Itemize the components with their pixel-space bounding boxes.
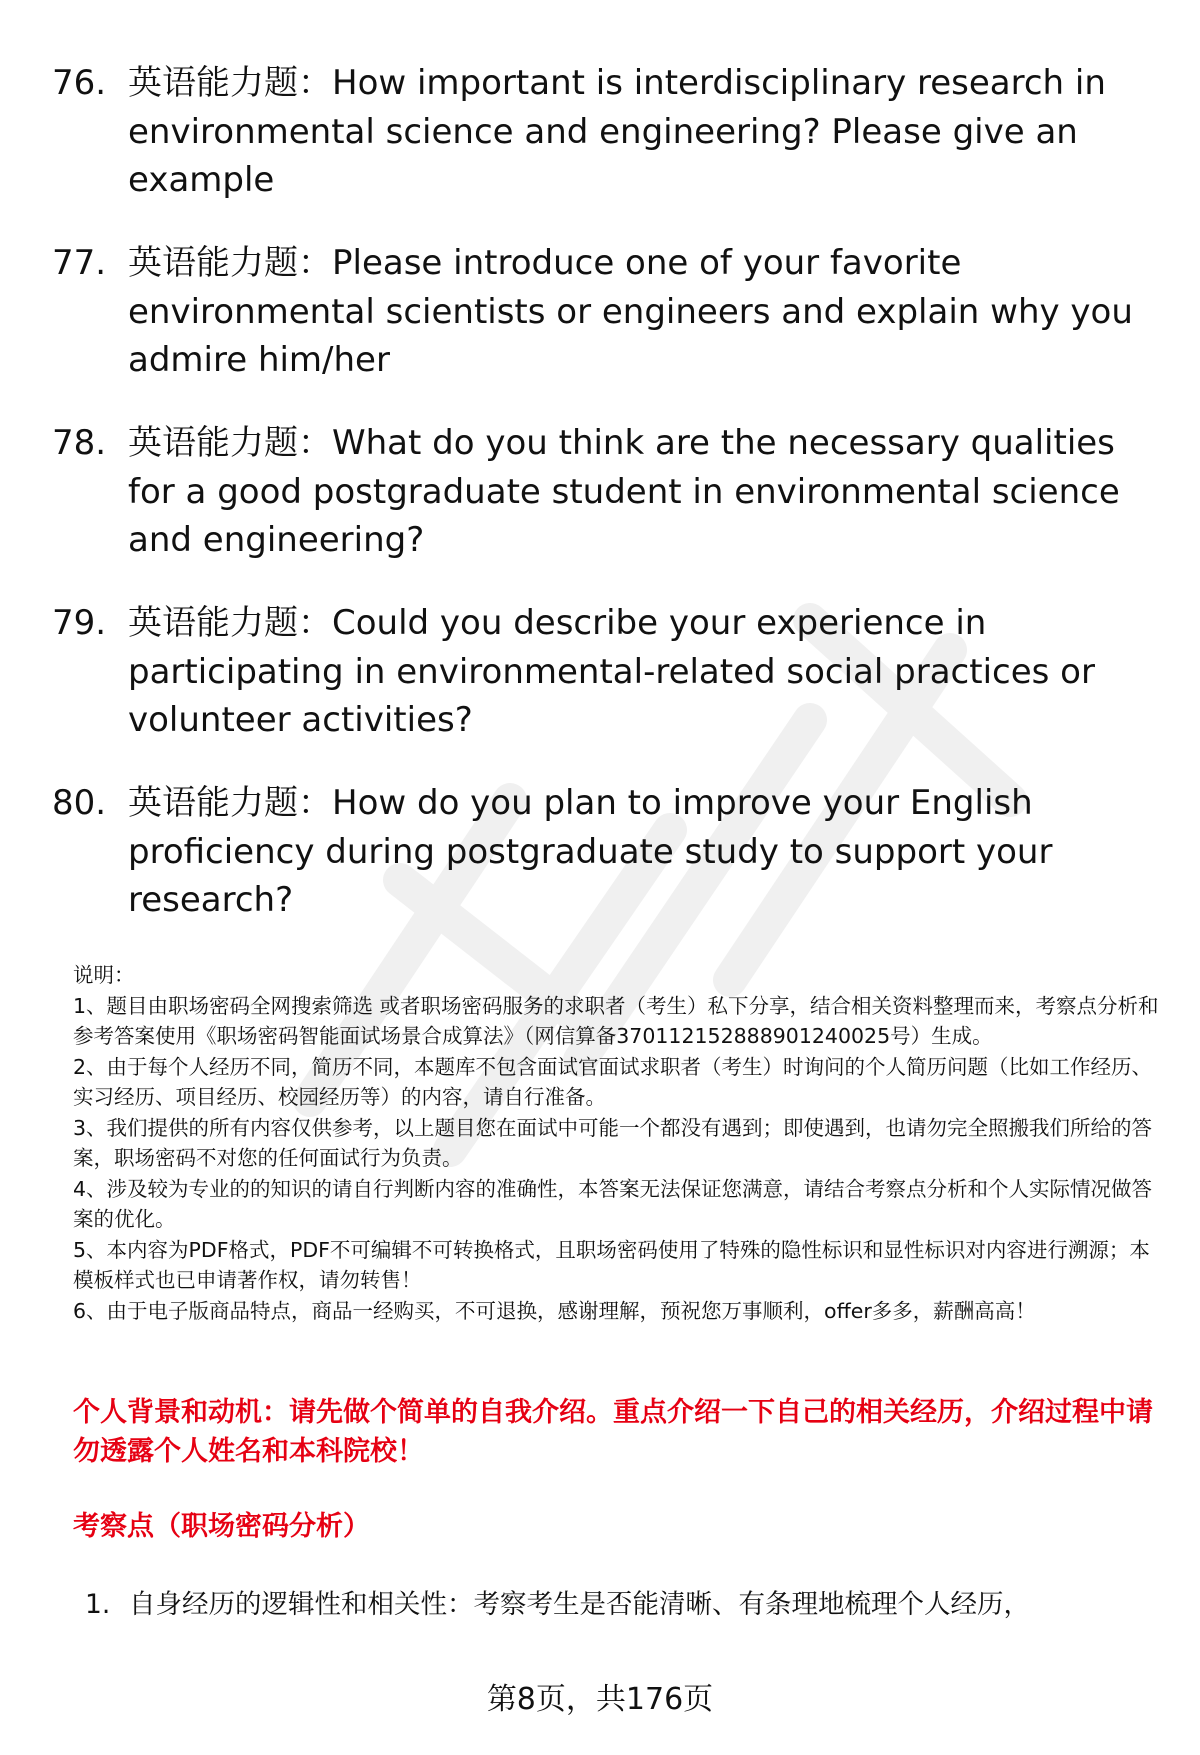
note-item: 2、由于每个人经历不同，简历不同，本题库不包含面试官面试求职者（考生）时询问的个人简历问题（比如工作经历、实习经历、项目经历、校园经历等）的内容，请自行准备。 bbox=[73, 1054, 1153, 1109]
notes-section bbox=[73, 960, 1163, 1326]
question-number: 77. bbox=[52, 243, 107, 283]
note-item: 6、由于电子版商品特点，商品一经购买，不可退换，感谢理解，预祝您万事顺利，offer多多，薪酬高高！ bbox=[73, 1298, 1036, 1323]
note-item: 1、题目由职场密码全网搜索筛选 或者职场密码服务的求职者（考生）私下分享，结合相关资料整理而来，考察点分析和参考答案使用《职场密码智能面试场景合成算法》（网信算备370112152888901240025号）生成。 bbox=[73, 993, 1159, 1048]
question-78 bbox=[52, 419, 1152, 565]
question-79 bbox=[52, 599, 1152, 745]
question-number: 76. bbox=[52, 63, 107, 103]
analysis-heading: 考察点（职场密码分析） bbox=[73, 1511, 370, 1542]
question-text: 英语能力题：Please introduce one of your favorite environmental scientists or engineers and explain why you admire him/her bbox=[128, 243, 1133, 380]
analysis-item-text: 自身经历的逻辑性和相关性：考察考生是否能清晰、有条理地梳理个人经历， bbox=[129, 1589, 1030, 1620]
question-text: 英语能力题：How important is interdisciplinary research in environmental science and engineering? Please give an example bbox=[128, 63, 1106, 200]
notes-title: 说明： bbox=[73, 963, 135, 987]
question-heading: 个人背景和动机：请先做个简单的自我介绍。重点介绍一下自己的相关经历，介绍过程中请勿透露个人姓名和本科院校！ bbox=[73, 1397, 1153, 1467]
question-text: 英语能力题：How do you plan to improve your English proficiency during postgraduate study to support your research? bbox=[128, 783, 1053, 920]
question-number: 80. bbox=[52, 783, 107, 823]
question-text: 英语能力题：What do you think are the necessary qualities for a good postgraduate student in environmental science and engineering? bbox=[128, 423, 1120, 560]
question-77 bbox=[52, 239, 1152, 385]
note-item: 4、涉及较为专业的的知识的请自行判断内容的准确性，本答案无法保证您满意，请结合考察点分析和个人实际情况做答案的优化。 bbox=[73, 1176, 1153, 1231]
analysis-item bbox=[85, 1585, 1030, 1625]
question-text: 英语能力题：Could you describe your experience in participating in environmental-related social practices or volunteer activities? bbox=[128, 603, 1095, 740]
page-footer: 第8页，共176页 bbox=[486, 1682, 714, 1717]
question-80 bbox=[52, 779, 1152, 925]
question-number: 78. bbox=[52, 423, 107, 463]
question-76 bbox=[52, 59, 1152, 205]
note-item: 3、我们提供的所有内容仅供参考，以上题目您在面试中可能一个都没有遇到；即使遇到，也请勿完全照搬我们所给的答案，职场密码不对您的任何面试行为负责。 bbox=[73, 1115, 1153, 1170]
question-number: 79. bbox=[52, 603, 107, 643]
note-item: 5、本内容为PDF格式，PDF不可编辑不可转换格式，且职场密码使用了特殊的隐性标识和显性标识对内容进行溯源；本模板样式也已申请著作权，请勿转售！ bbox=[73, 1237, 1150, 1292]
analysis-item-number: 1. bbox=[85, 1589, 111, 1620]
